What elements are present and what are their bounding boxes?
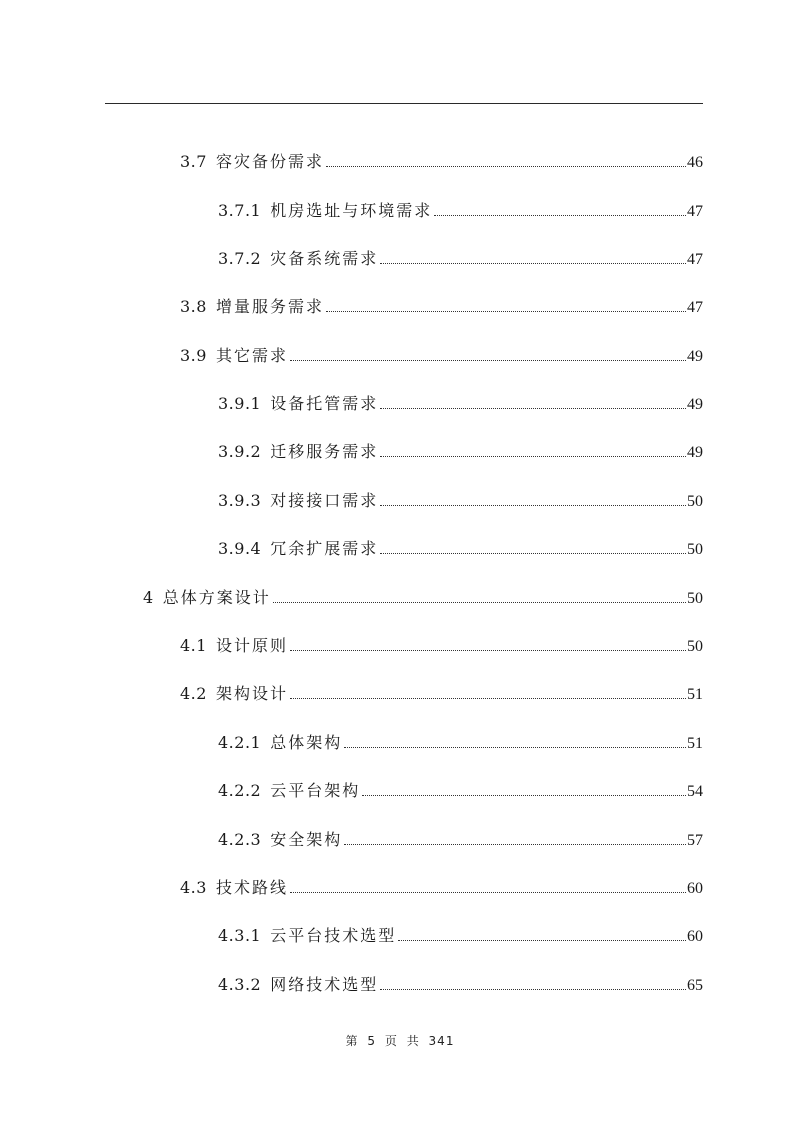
- toc-page-number: 47: [687, 299, 703, 316]
- toc-page-number: 47: [687, 251, 703, 268]
- toc-entry[interactable]: [218, 440, 703, 464]
- toc-title: 设备托管需求: [270, 394, 379, 413]
- toc-entry[interactable]: [180, 682, 703, 706]
- toc-entry[interactable]: [218, 779, 703, 803]
- dot-leader: [380, 552, 686, 554]
- toc-title: 总体方案设计: [162, 588, 271, 607]
- toc-number: 4: [143, 588, 154, 607]
- toc-title: 迁移服务需求: [270, 442, 379, 461]
- dot-leader: [273, 601, 686, 603]
- toc-entry[interactable]: [218, 828, 703, 852]
- toc-entry[interactable]: [218, 247, 703, 271]
- footer-total-word: 共: [406, 1034, 420, 1048]
- toc-entry[interactable]: [218, 731, 703, 755]
- toc-number: 3.7.2: [218, 249, 262, 268]
- footer-total-pages: 341: [428, 1034, 455, 1048]
- toc-title: 机房选址与环境需求: [270, 201, 433, 220]
- toc-number: 3.7.1: [218, 201, 262, 220]
- toc-title: 设计原则: [215, 636, 288, 655]
- dot-leader: [290, 891, 686, 893]
- toc-page-number: 51: [687, 735, 703, 752]
- toc-page-number: 49: [687, 444, 703, 461]
- toc-number: 4.3.1: [218, 926, 262, 945]
- toc-page-number: 50: [687, 541, 703, 558]
- dot-leader: [326, 165, 686, 167]
- toc-title: 灾备系统需求: [270, 249, 379, 268]
- toc-number: 3.9.4: [218, 539, 262, 558]
- dot-leader: [290, 697, 686, 699]
- toc-entry[interactable]: [218, 199, 703, 223]
- toc-page-number: 65: [687, 977, 703, 994]
- toc-entry[interactable]: [180, 150, 703, 174]
- footer-prefix: 第: [345, 1034, 359, 1048]
- toc-page-number: 54: [687, 783, 703, 800]
- toc-entry[interactable]: [218, 537, 703, 561]
- toc-page-number: 50: [687, 638, 703, 655]
- toc-number: 3.8: [180, 297, 207, 316]
- dot-leader: [398, 939, 686, 941]
- toc-page-number: 60: [687, 880, 703, 897]
- toc-number: 4.2.3: [218, 830, 262, 849]
- dot-leader: [380, 504, 686, 506]
- toc-entry[interactable]: [218, 924, 703, 948]
- toc-entry[interactable]: [143, 586, 703, 610]
- dot-leader: [344, 746, 686, 748]
- toc-number: 4.2: [180, 684, 207, 703]
- toc-number: 4.3.2: [218, 975, 262, 994]
- toc-page-number: 60: [687, 928, 703, 945]
- dot-leader: [380, 988, 686, 990]
- toc-entry[interactable]: [180, 295, 703, 319]
- dot-leader: [380, 455, 686, 457]
- toc-title: 其它需求: [215, 346, 288, 365]
- toc-number: 3.9.3: [218, 491, 262, 510]
- toc-page-number: 49: [687, 396, 703, 413]
- toc-entry[interactable]: [180, 344, 703, 368]
- toc-number: 3.9.2: [218, 442, 262, 461]
- toc-page-number: 51: [687, 686, 703, 703]
- dot-leader: [380, 407, 686, 409]
- toc-entry[interactable]: [180, 876, 703, 900]
- toc-number: 3.9: [180, 346, 207, 365]
- dot-leader: [434, 214, 686, 216]
- toc-page-number: 49: [687, 348, 703, 365]
- toc-number: 4.2.2: [218, 781, 262, 800]
- header-rule: [105, 103, 703, 104]
- toc-title: 安全架构: [270, 830, 343, 849]
- toc-title: 增量服务需求: [215, 297, 324, 316]
- toc-title: 容灾备份需求: [215, 152, 324, 171]
- toc-number: 3.9.1: [218, 394, 262, 413]
- toc-page-number: 50: [687, 590, 703, 607]
- toc-title: 技术路线: [215, 878, 288, 897]
- toc-number: 4.1: [180, 636, 207, 655]
- page-footer: [0, 1032, 800, 1049]
- toc-title: 云平台架构: [270, 781, 361, 800]
- toc-entry[interactable]: [218, 973, 703, 997]
- toc-page-number: 50: [687, 493, 703, 510]
- dot-leader: [380, 262, 686, 264]
- dot-leader: [344, 843, 686, 845]
- toc-number: 3.7: [180, 152, 207, 171]
- dot-leader: [362, 794, 686, 796]
- dot-leader: [290, 649, 686, 651]
- footer-page-word: 页: [384, 1034, 398, 1048]
- toc-entry[interactable]: [180, 634, 703, 658]
- toc-title: 对接接口需求: [270, 491, 379, 510]
- toc-title: 网络技术选型: [270, 975, 379, 994]
- toc-number: 4.3: [180, 878, 207, 897]
- toc-title: 云平台技术选型: [270, 926, 397, 945]
- toc-page-number: 57: [687, 832, 703, 849]
- toc-page-number: 46: [687, 154, 703, 171]
- toc-title: 架构设计: [215, 684, 288, 703]
- toc-number: 4.2.1: [218, 733, 262, 752]
- toc-page-number: 47: [687, 203, 703, 220]
- footer-current-page: 5: [367, 1034, 377, 1048]
- dot-leader: [290, 359, 686, 361]
- dot-leader: [326, 310, 686, 312]
- toc-title: 总体架构: [270, 733, 343, 752]
- toc-entry[interactable]: [218, 392, 703, 416]
- toc-title: 冗余扩展需求: [270, 539, 379, 558]
- toc-entry[interactable]: [218, 489, 703, 513]
